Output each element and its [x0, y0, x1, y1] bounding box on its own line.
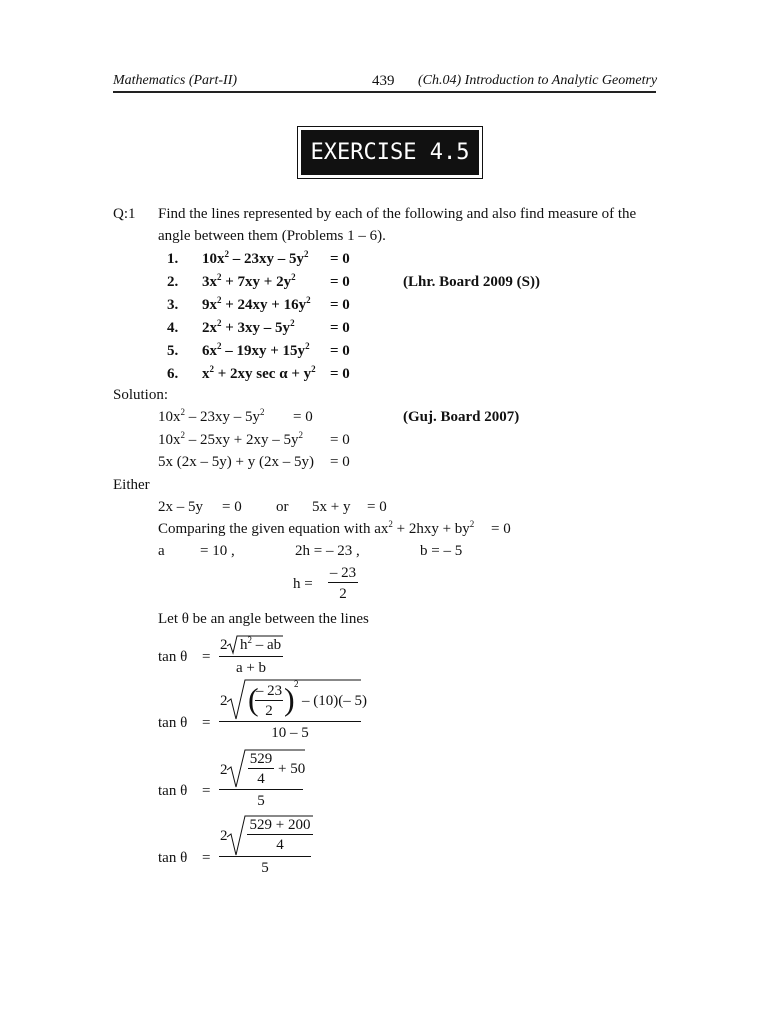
compare-text-lead: Comparing the given equation with ax — [158, 521, 389, 537]
header-left: Mathematics (Part-II) — [113, 73, 238, 88]
either-line1: 2x – 5y — [158, 499, 203, 515]
solution-step: $10x^2 - 25xy + 2xy - 5y^2$ — [158, 430, 303, 448]
problem-number: 4. — [167, 320, 179, 336]
f2-left-paren: ( — [248, 681, 259, 717]
header-rule — [113, 91, 656, 93]
problem-number: 1. — [167, 251, 179, 267]
problem-rhs: = 0 — [330, 274, 350, 290]
question-text-line2: angle between them (Problems 1 – 6). — [158, 228, 386, 244]
problem-rhs: = 0 — [330, 320, 350, 336]
equals-sign: = — [202, 715, 211, 731]
theta-text: Let θ be an angle between the lines — [158, 611, 369, 627]
solution-step: $10x^2 - 23xy - 5y^2$ — [158, 407, 265, 425]
problem-expression: $10x^2 - 23xy - 5y^2$ — [202, 249, 309, 267]
question-text-line1: Find the lines represented by each of the following and also find measure of the — [158, 206, 637, 222]
either-line2: 5x + y — [312, 499, 351, 515]
question-label: Q:1 — [113, 206, 136, 222]
tan-label: tan θ — [158, 649, 188, 665]
coef-a-value: = 10 , — [200, 543, 235, 559]
solution-step: 5x (2x – 5y) + y (2x – 5y) — [158, 454, 314, 470]
f3-denominator: 5 — [257, 793, 265, 809]
f1-radicand-rest: – ab — [255, 637, 282, 653]
coef-b-value: b = – 5 — [420, 543, 463, 559]
f1-denominator: a + b — [235, 660, 267, 676]
compare-text: Comparing the given equation with $ax^2 + 2hxy + by^2$ — [158, 519, 475, 537]
equals-sign: = — [202, 649, 211, 665]
problem-number: 6. — [167, 366, 179, 382]
either-line2-rhs: = 0 — [367, 499, 387, 515]
problem-expression: $9x^2 + 24xy + 16y^2$ — [202, 295, 311, 313]
coef-2h-value: 2h = – 23 , — [295, 543, 360, 559]
f2-denominator: 10 – 5 — [271, 725, 309, 741]
tan-label: tan θ — [158, 715, 188, 731]
f3-rest: + 50 — [278, 761, 306, 777]
f4-inner-numerator: 529 + 200 — [249, 817, 311, 833]
problem-number: 3. — [167, 297, 179, 313]
either-label: Either — [113, 477, 150, 493]
h-label: h = — [293, 576, 313, 592]
tan-label: tan θ — [158, 850, 188, 866]
f3-fraction-bar — [219, 789, 303, 790]
f2-inner-denominator: 2 — [265, 703, 273, 719]
compare-rhs: = 0 — [491, 521, 511, 537]
f1-fraction-bar — [219, 656, 283, 657]
f4-denominator: 5 — [261, 860, 269, 876]
h-denominator: 2 — [339, 586, 347, 602]
f4-numerator-coef: 2 — [220, 828, 228, 844]
h-numerator: – 23 — [329, 565, 357, 581]
f1-numerator-coef: 2 — [220, 637, 228, 653]
either-or: or — [276, 499, 289, 515]
problem-rhs: = 0 — [330, 366, 350, 382]
problem-expression: $x^2 + 2xy$ $\sec \alpha + y^2$ — [202, 364, 316, 382]
solution-rhs: = 0 — [330, 454, 350, 470]
exercise-title: EXERCISE 4.5 — [301, 130, 479, 175]
coef-a-label: a — [158, 543, 165, 559]
f3-numerator-coef: 2 — [220, 762, 228, 778]
f3-inner-denominator: 4 — [257, 771, 265, 787]
header-right: (Ch.04) Introduction to Analytic Geometry — [418, 73, 658, 88]
f2-numerator-coef: 2 — [220, 693, 228, 709]
f2-inner-bar — [255, 700, 283, 701]
f2-right-paren: ) — [284, 681, 295, 717]
f2-inner-numerator: – 23 — [255, 683, 283, 699]
exercise-title-box — [297, 126, 483, 179]
problem-expression: $6x^2 - 19xy + 15y^2$ — [202, 341, 310, 359]
solution-label: Solution: — [113, 387, 169, 403]
equals-sign: = — [202, 850, 211, 866]
problem-board-note: (Lhr. Board 2009 (S)) — [403, 274, 540, 290]
problem-number: 2. — [167, 274, 179, 290]
f1-radicand: $h^2$ – ab — [240, 635, 282, 653]
f4-inner-denominator: 4 — [276, 837, 284, 853]
solution-rhs: = 0 — [293, 409, 313, 425]
f2-fraction-bar — [219, 721, 361, 722]
h-fraction-bar — [328, 582, 358, 583]
solution-rhs: = 0 — [330, 432, 350, 448]
f2-exponent: 2 — [294, 679, 299, 689]
problem-expression: $3x^2 + 7xy + 2y^2$ — [202, 272, 296, 290]
either-line1-rhs: = 0 — [222, 499, 242, 515]
solution-board-note: (Guj. Board 2007) — [403, 409, 520, 425]
f4-inner-bar — [247, 834, 313, 835]
problem-number: 5. — [167, 343, 179, 359]
problem-expression: $2x^2 + 3xy - 5y^2$ — [202, 318, 295, 336]
problem-rhs: = 0 — [330, 297, 350, 313]
f3-inner-bar — [248, 768, 274, 769]
f2-rest: – (10)(– 5) — [302, 693, 367, 709]
page-number: 439 — [372, 73, 395, 89]
equals-sign: = — [202, 783, 211, 799]
f4-fraction-bar — [219, 856, 311, 857]
problem-rhs: = 0 — [330, 343, 350, 359]
f3-inner-numerator: 529 — [249, 751, 273, 767]
problem-rhs: = 0 — [330, 251, 350, 267]
tan-label: tan θ — [158, 783, 188, 799]
